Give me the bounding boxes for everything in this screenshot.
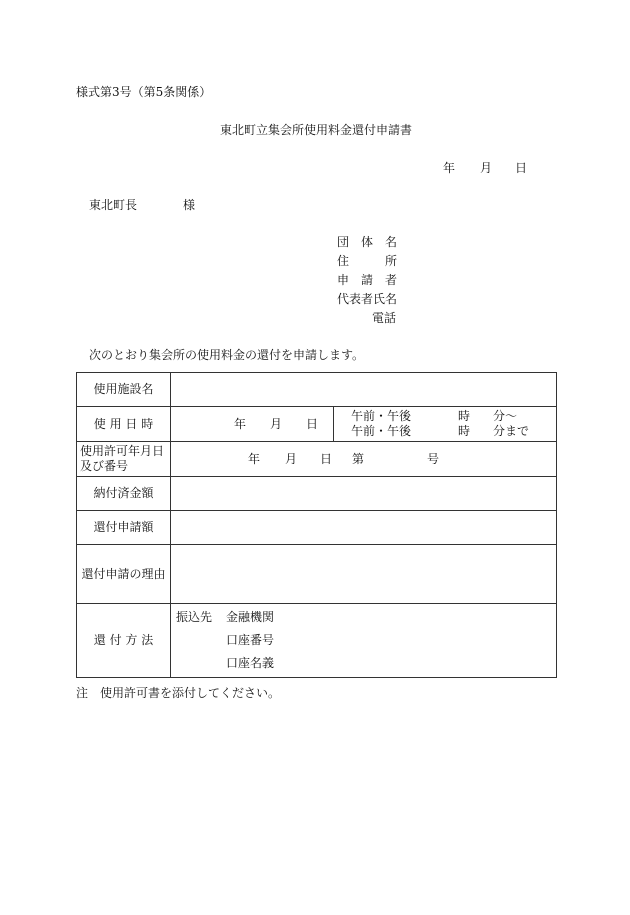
form-number: 様式第3号（第5条関係） — [76, 85, 212, 99]
date-month: 月 — [480, 161, 493, 175]
permit-day: 日 — [320, 452, 333, 466]
account-name-label: 口座名義 — [226, 656, 275, 670]
time-from-minute: 分～ — [493, 409, 518, 423]
addressee-honorific: 様 — [183, 198, 196, 212]
datetime-month: 月 — [270, 417, 283, 431]
applicant-phone: 電話 — [372, 311, 397, 325]
date-day: 日 — [515, 161, 528, 175]
time-from-ampm: 午前・午後 — [351, 409, 412, 423]
time-to-ampm: 午前・午後 — [351, 424, 412, 438]
refund-method-label: 還 付 方 法 — [93, 633, 154, 647]
bank-label: 金融機関 — [226, 610, 275, 624]
time-from-hour: 時 — [458, 409, 471, 423]
paid-amount-label: 納付済金額 — [93, 486, 154, 500]
note-text: 注 使用許可書を添付してください。 — [76, 686, 281, 700]
time-to-hour: 時 — [458, 424, 471, 438]
applicant-group-name: 団 体 名 — [337, 235, 398, 249]
refund-amount-label: 還付申請額 — [93, 520, 154, 534]
facility-label: 使用施設名 — [93, 382, 154, 396]
permit-no-prefix: 第 — [352, 452, 365, 466]
date-year: 年 — [443, 161, 456, 175]
applicant-representative: 代表者氏名 — [337, 292, 398, 306]
applicant-address: 住 所 — [337, 254, 398, 268]
datetime-label: 使 用 日 時 — [93, 417, 154, 431]
permit-label-2: 及び番号 — [80, 459, 129, 473]
datetime-day: 日 — [306, 417, 319, 431]
time-to-minute: 分まで — [493, 424, 530, 438]
permit-label-1: 使用許可年月日 — [80, 444, 165, 458]
permit-year: 年 — [248, 452, 261, 466]
intro-text: 次のとおり集会所の使用料金の還付を申請します。 — [89, 348, 365, 362]
account-number-label: 口座番号 — [226, 633, 275, 647]
applicant-label: 申 請 者 — [337, 273, 398, 287]
form-title: 東北町立集会所使用料金還付申請書 — [220, 123, 413, 137]
permit-month: 月 — [285, 452, 298, 466]
transfer-to-label: 振込先 — [176, 610, 213, 624]
addressee-name: 東北町長 — [89, 198, 138, 212]
datetime-year: 年 — [234, 417, 247, 431]
refund-reason-label: 還付申請の理由 — [81, 567, 166, 581]
permit-no-suffix: 号 — [427, 452, 440, 466]
